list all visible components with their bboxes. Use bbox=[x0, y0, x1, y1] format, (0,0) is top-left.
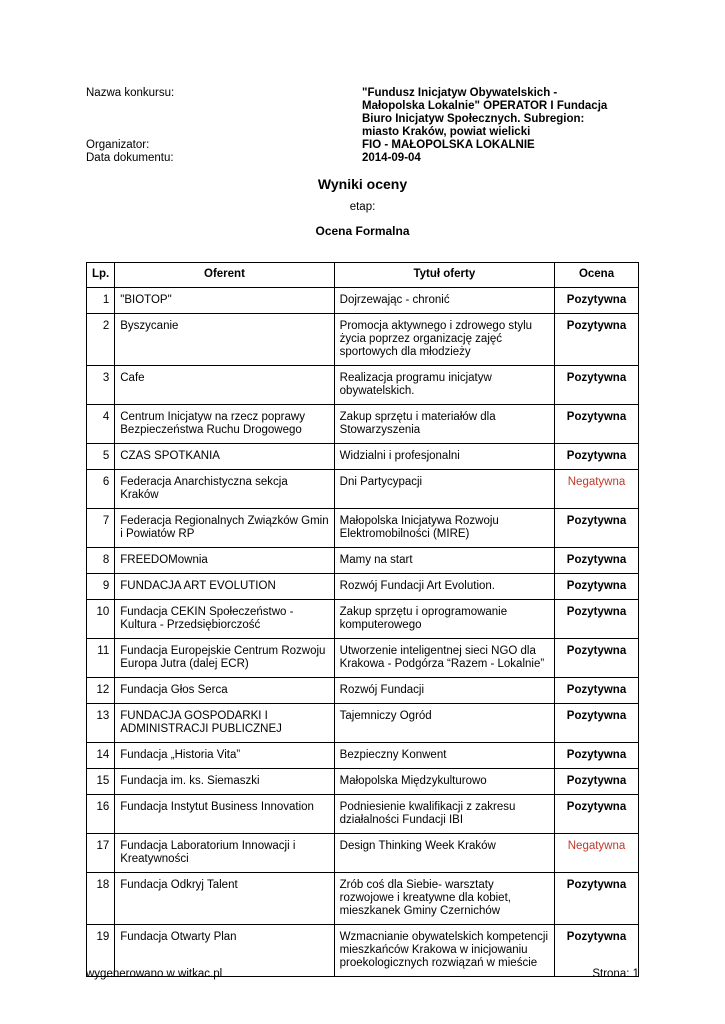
table-row bbox=[87, 834, 639, 873]
header-ocena: Ocena bbox=[555, 263, 639, 288]
row-oferent: Fundacja Laboratorium Innowacji i Kreatywności bbox=[115, 834, 334, 873]
document-metadata bbox=[86, 87, 646, 165]
row-oferent: FREEDOMownia bbox=[115, 548, 334, 574]
generated-note: wygenerowano w witkac.pl bbox=[86, 968, 223, 980]
table-row bbox=[87, 639, 639, 678]
row-oferent: Fundacja im. ks. Siemaszki bbox=[115, 769, 334, 795]
row-title: Bezpieczny Konwent bbox=[334, 743, 554, 769]
row-oferent: CZAS SPOTKANIA bbox=[115, 444, 334, 470]
row-number: 1 bbox=[87, 288, 115, 314]
table-header-row bbox=[87, 263, 639, 288]
row-title: Mamy na start bbox=[334, 548, 554, 574]
row-title: Realizacja programu inicjatyw obywatelskich. bbox=[334, 366, 554, 405]
table-row bbox=[87, 574, 639, 600]
row-title: Zrób coś dla Siebie- warsztaty rozwojowe i kreatywne dla kobiet, mieszkanek Gminy Czernichów bbox=[334, 873, 554, 925]
row-grade: Pozytywna bbox=[555, 743, 639, 769]
row-number: 9 bbox=[87, 574, 115, 600]
row-number: 4 bbox=[87, 405, 115, 444]
date-label: Data dokumentu: bbox=[86, 152, 174, 164]
row-title: Rozwój Fundacji Art Evolution. bbox=[334, 574, 554, 600]
page-footer bbox=[86, 968, 639, 980]
row-grade: Negatywna bbox=[555, 470, 639, 509]
row-number: 16 bbox=[87, 795, 115, 834]
row-oferent: Fundacja Europejskie Centrum Rozwoju Europa Jutra (dalej ECR) bbox=[115, 639, 334, 678]
table-row bbox=[87, 314, 639, 366]
row-grade: Pozytywna bbox=[555, 678, 639, 704]
row-grade: Pozytywna bbox=[555, 548, 639, 574]
contest-label: Nazwa konkursu: bbox=[86, 87, 175, 99]
table-row bbox=[87, 288, 639, 314]
table-row bbox=[87, 366, 639, 405]
row-title: Dni Partycypacji bbox=[334, 470, 554, 509]
row-grade: Pozytywna bbox=[555, 769, 639, 795]
table-row bbox=[87, 509, 639, 548]
row-title: Promocja aktywnego i zdrowego stylu życia poprzez organizację zajęć sportowych dla młodzieży bbox=[334, 314, 554, 366]
row-title: Widzialni i profesjonalni bbox=[334, 444, 554, 470]
row-number: 11 bbox=[87, 639, 115, 678]
row-oferent: Fundacja Głos Serca bbox=[115, 678, 334, 704]
row-oferent: FUNDACJA ART EVOLUTION bbox=[115, 574, 334, 600]
row-title: Wzmacnianie obywatelskich kompetencji mieszkańców Krakowa w inicjowaniu proekologicznych rozwiązań w mieście bbox=[334, 925, 554, 977]
row-grade: Pozytywna bbox=[555, 314, 639, 366]
row-title: Tajemniczy Ogród bbox=[334, 704, 554, 743]
row-number: 8 bbox=[87, 548, 115, 574]
row-oferent: Federacja Anarchistyczna sekcja Kraków bbox=[115, 470, 334, 509]
date-row bbox=[86, 152, 646, 165]
row-grade: Pozytywna bbox=[555, 704, 639, 743]
evaluation-stage-title: Ocena Formalna bbox=[315, 224, 410, 238]
header-tytul: Tytuł oferty bbox=[334, 263, 554, 288]
row-number: 12 bbox=[87, 678, 115, 704]
date-value: 2014-09-04 bbox=[362, 152, 421, 164]
table-row bbox=[87, 704, 639, 743]
row-oferent: "BIOTOP" bbox=[115, 288, 334, 314]
row-oferent: Centrum Inicjatyw na rzecz poprawy Bezpieczeństwa Ruchu Drogowego bbox=[115, 405, 334, 444]
row-grade: Pozytywna bbox=[555, 366, 639, 405]
row-grade: Pozytywna bbox=[555, 600, 639, 639]
header-oferent: Oferent bbox=[115, 263, 334, 288]
page-title: Wyniki oceny bbox=[317, 176, 408, 192]
table-row bbox=[87, 873, 639, 925]
table-body bbox=[87, 288, 639, 977]
row-oferent: Fundacja Otwarty Plan bbox=[115, 925, 334, 977]
row-grade: Pozytywna bbox=[555, 444, 639, 470]
row-number: 10 bbox=[87, 600, 115, 639]
row-oferent: Federacja Regionalnych Związków Gmin i Powiatów RP bbox=[115, 509, 334, 548]
stage-label: etap: bbox=[349, 201, 376, 213]
row-grade: Pozytywna bbox=[555, 639, 639, 678]
row-number: 15 bbox=[87, 769, 115, 795]
table-row bbox=[87, 600, 639, 639]
row-grade: Pozytywna bbox=[555, 288, 639, 314]
organizer-value: FIO - MAŁOPOLSKA LOKALNIE bbox=[362, 139, 535, 151]
contest-row bbox=[86, 87, 646, 139]
row-title: Dojrzewając - chronić bbox=[334, 288, 554, 314]
row-title: Podniesienie kwalifikacji z zakresu działalności Fundacji IBI bbox=[334, 795, 554, 834]
organizer-row bbox=[86, 139, 646, 152]
row-title: Rozwój Fundacji bbox=[334, 678, 554, 704]
row-number: 5 bbox=[87, 444, 115, 470]
row-oferent: Fundacja Odkryj Talent bbox=[115, 873, 334, 925]
row-number: 6 bbox=[87, 470, 115, 509]
organizer-label: Organizator: bbox=[86, 139, 150, 151]
row-oferent: Cafe bbox=[115, 366, 334, 405]
row-oferent: Fundacja Instytut Business Innovation bbox=[115, 795, 334, 834]
row-title: Małopolska Międzykulturowo bbox=[334, 769, 554, 795]
row-grade: Negatywna bbox=[555, 834, 639, 873]
table-row bbox=[87, 405, 639, 444]
row-grade: Pozytywna bbox=[555, 925, 639, 977]
row-number: 3 bbox=[87, 366, 115, 405]
row-oferent: Fundacja CEKIN Społeczeństwo - Kultura - Przedsiębiorczość bbox=[115, 600, 334, 639]
row-number: 18 bbox=[87, 873, 115, 925]
row-number: 19 bbox=[87, 925, 115, 977]
row-title: Małopolska Inicjatywa Rozwoju Elektromobilności (MIRE) bbox=[334, 509, 554, 548]
row-oferent: Byszycanie bbox=[115, 314, 334, 366]
table-row bbox=[87, 548, 639, 574]
row-oferent: FUNDACJA GOSPODARKI I ADMINISTRACJI PUBLICZNEJ bbox=[115, 704, 334, 743]
table-row bbox=[87, 470, 639, 509]
row-title: Zakup sprzętu i materiałów dla Stowarzyszenia bbox=[334, 405, 554, 444]
row-number: 7 bbox=[87, 509, 115, 548]
row-title: Utworzenie inteligentnej sieci NGO dla Krakowa - Podgórza “Razem - Lokalnie” bbox=[334, 639, 554, 678]
row-number: 14 bbox=[87, 743, 115, 769]
row-grade: Pozytywna bbox=[555, 405, 639, 444]
row-number: 17 bbox=[87, 834, 115, 873]
table-row bbox=[87, 769, 639, 795]
table-row bbox=[87, 795, 639, 834]
header-lp: Lp. bbox=[87, 263, 115, 288]
page-number: Strona: 1 bbox=[592, 968, 639, 980]
row-grade: Pozytywna bbox=[555, 795, 639, 834]
row-grade: Pozytywna bbox=[555, 873, 639, 925]
row-title: Zakup sprzętu i oprogramowanie komputerowego bbox=[334, 600, 554, 639]
table-row bbox=[87, 444, 639, 470]
row-number: 13 bbox=[87, 704, 115, 743]
table-row bbox=[87, 678, 639, 704]
contest-value: "Fundusz Inicjatyw Obywatelskich - Małopolska Lokalnie" OPERATOR I Fundacja Biuro Inicjatyw Społecznych. Subregion: miasto Kraków, powiat wielicki bbox=[362, 87, 608, 138]
row-title: Design Thinking Week Kraków bbox=[334, 834, 554, 873]
row-oferent: Fundacja „Historia Vita” bbox=[115, 743, 334, 769]
row-grade: Pozytywna bbox=[555, 509, 639, 548]
row-number: 2 bbox=[87, 314, 115, 366]
table-row bbox=[87, 743, 639, 769]
results-table bbox=[86, 262, 639, 977]
row-grade: Pozytywna bbox=[555, 574, 639, 600]
